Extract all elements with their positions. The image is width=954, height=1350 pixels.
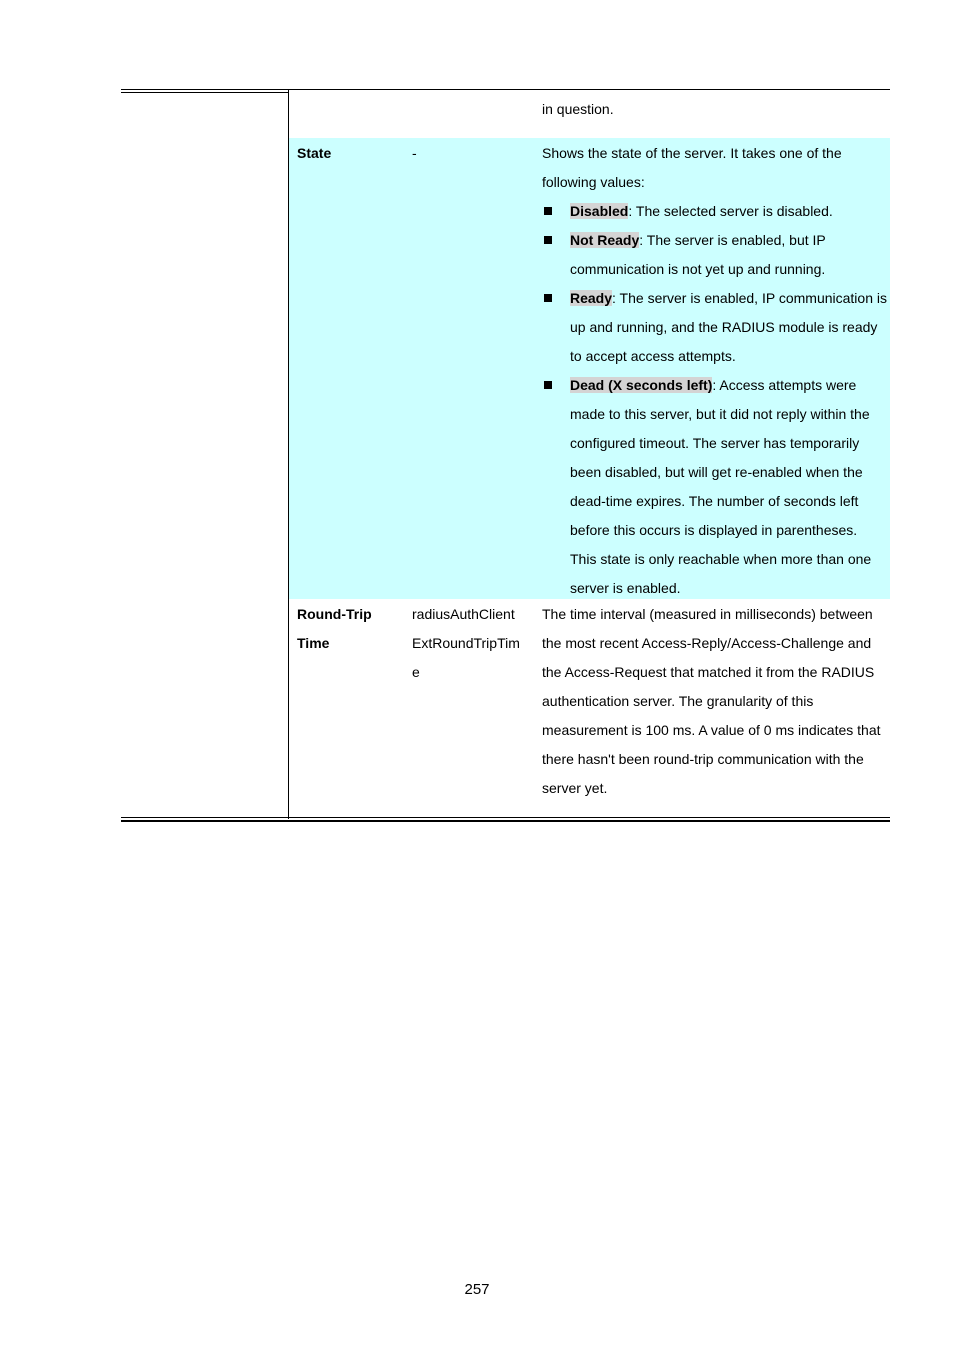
object-id-line: radiusAuthClient <box>412 606 515 622</box>
table-top-rule-left-2 <box>121 92 288 93</box>
list-item <box>542 226 887 284</box>
object-id-line: ExtRoundTripTim <box>412 635 520 651</box>
state-description <box>542 139 887 603</box>
page-number: 257 <box>464 1281 490 1298</box>
table-bottom-rule-1 <box>121 817 890 818</box>
field-name-state: State <box>297 145 332 161</box>
value-term: Disabled <box>570 203 629 219</box>
state-intro: Shows the state of the server. It takes one of the following values: <box>542 145 842 190</box>
value-desc: : The server is enabled, IP communication is up and running, and the RADIUS module is ready to accept access attempts. <box>570 290 887 364</box>
list-item <box>542 371 887 603</box>
value-desc: : Access attempts were made to this server, but it did not reply within the configured timeout. The server has temporarily been disabled, but will get re-enabled when the dead-time expires. The number of seconds left before this occurs is displayed in parentheses. This state is only reachable when more than one server is enabled. <box>570 377 872 596</box>
field-name-line: Round-Trip <box>297 606 372 622</box>
field-name-line: Time <box>297 635 330 651</box>
value-desc: : The server is enabled, but IP communication is not yet up and running. <box>570 232 826 277</box>
bullet-square-icon <box>544 294 552 302</box>
table-bottom-rule-2 <box>121 820 890 822</box>
bullet-square-icon <box>544 207 552 215</box>
value-term: Ready <box>570 290 613 306</box>
value-desc: : The selected server is disabled. <box>628 203 833 219</box>
bullet-square-icon <box>544 236 552 244</box>
table-top-rule-left <box>121 89 288 90</box>
list-item <box>542 284 887 371</box>
value-term: Not Ready <box>570 232 640 248</box>
continuation-text: in question. <box>542 101 614 117</box>
table-top-rule-right <box>288 89 890 90</box>
round-trip-time-description: The time interval (measured in milliseconds) between the most recent Access-Reply/Access-Challenge and the Access-Request that matched it from the RADIUS authentication server. The granularity of this measurement is 100 ms. A value of 0 ms indicates that there hasn't been round-trip communication with the server yet. <box>542 606 881 796</box>
bullet-square-icon <box>544 381 552 389</box>
object-id-round-trip-time <box>412 600 520 687</box>
list-item <box>542 197 887 226</box>
object-id-line: e <box>412 664 420 680</box>
object-id-state: - <box>412 145 417 161</box>
value-term: Dead (X seconds left) <box>570 377 713 393</box>
field-name-round-trip-time <box>297 600 372 658</box>
